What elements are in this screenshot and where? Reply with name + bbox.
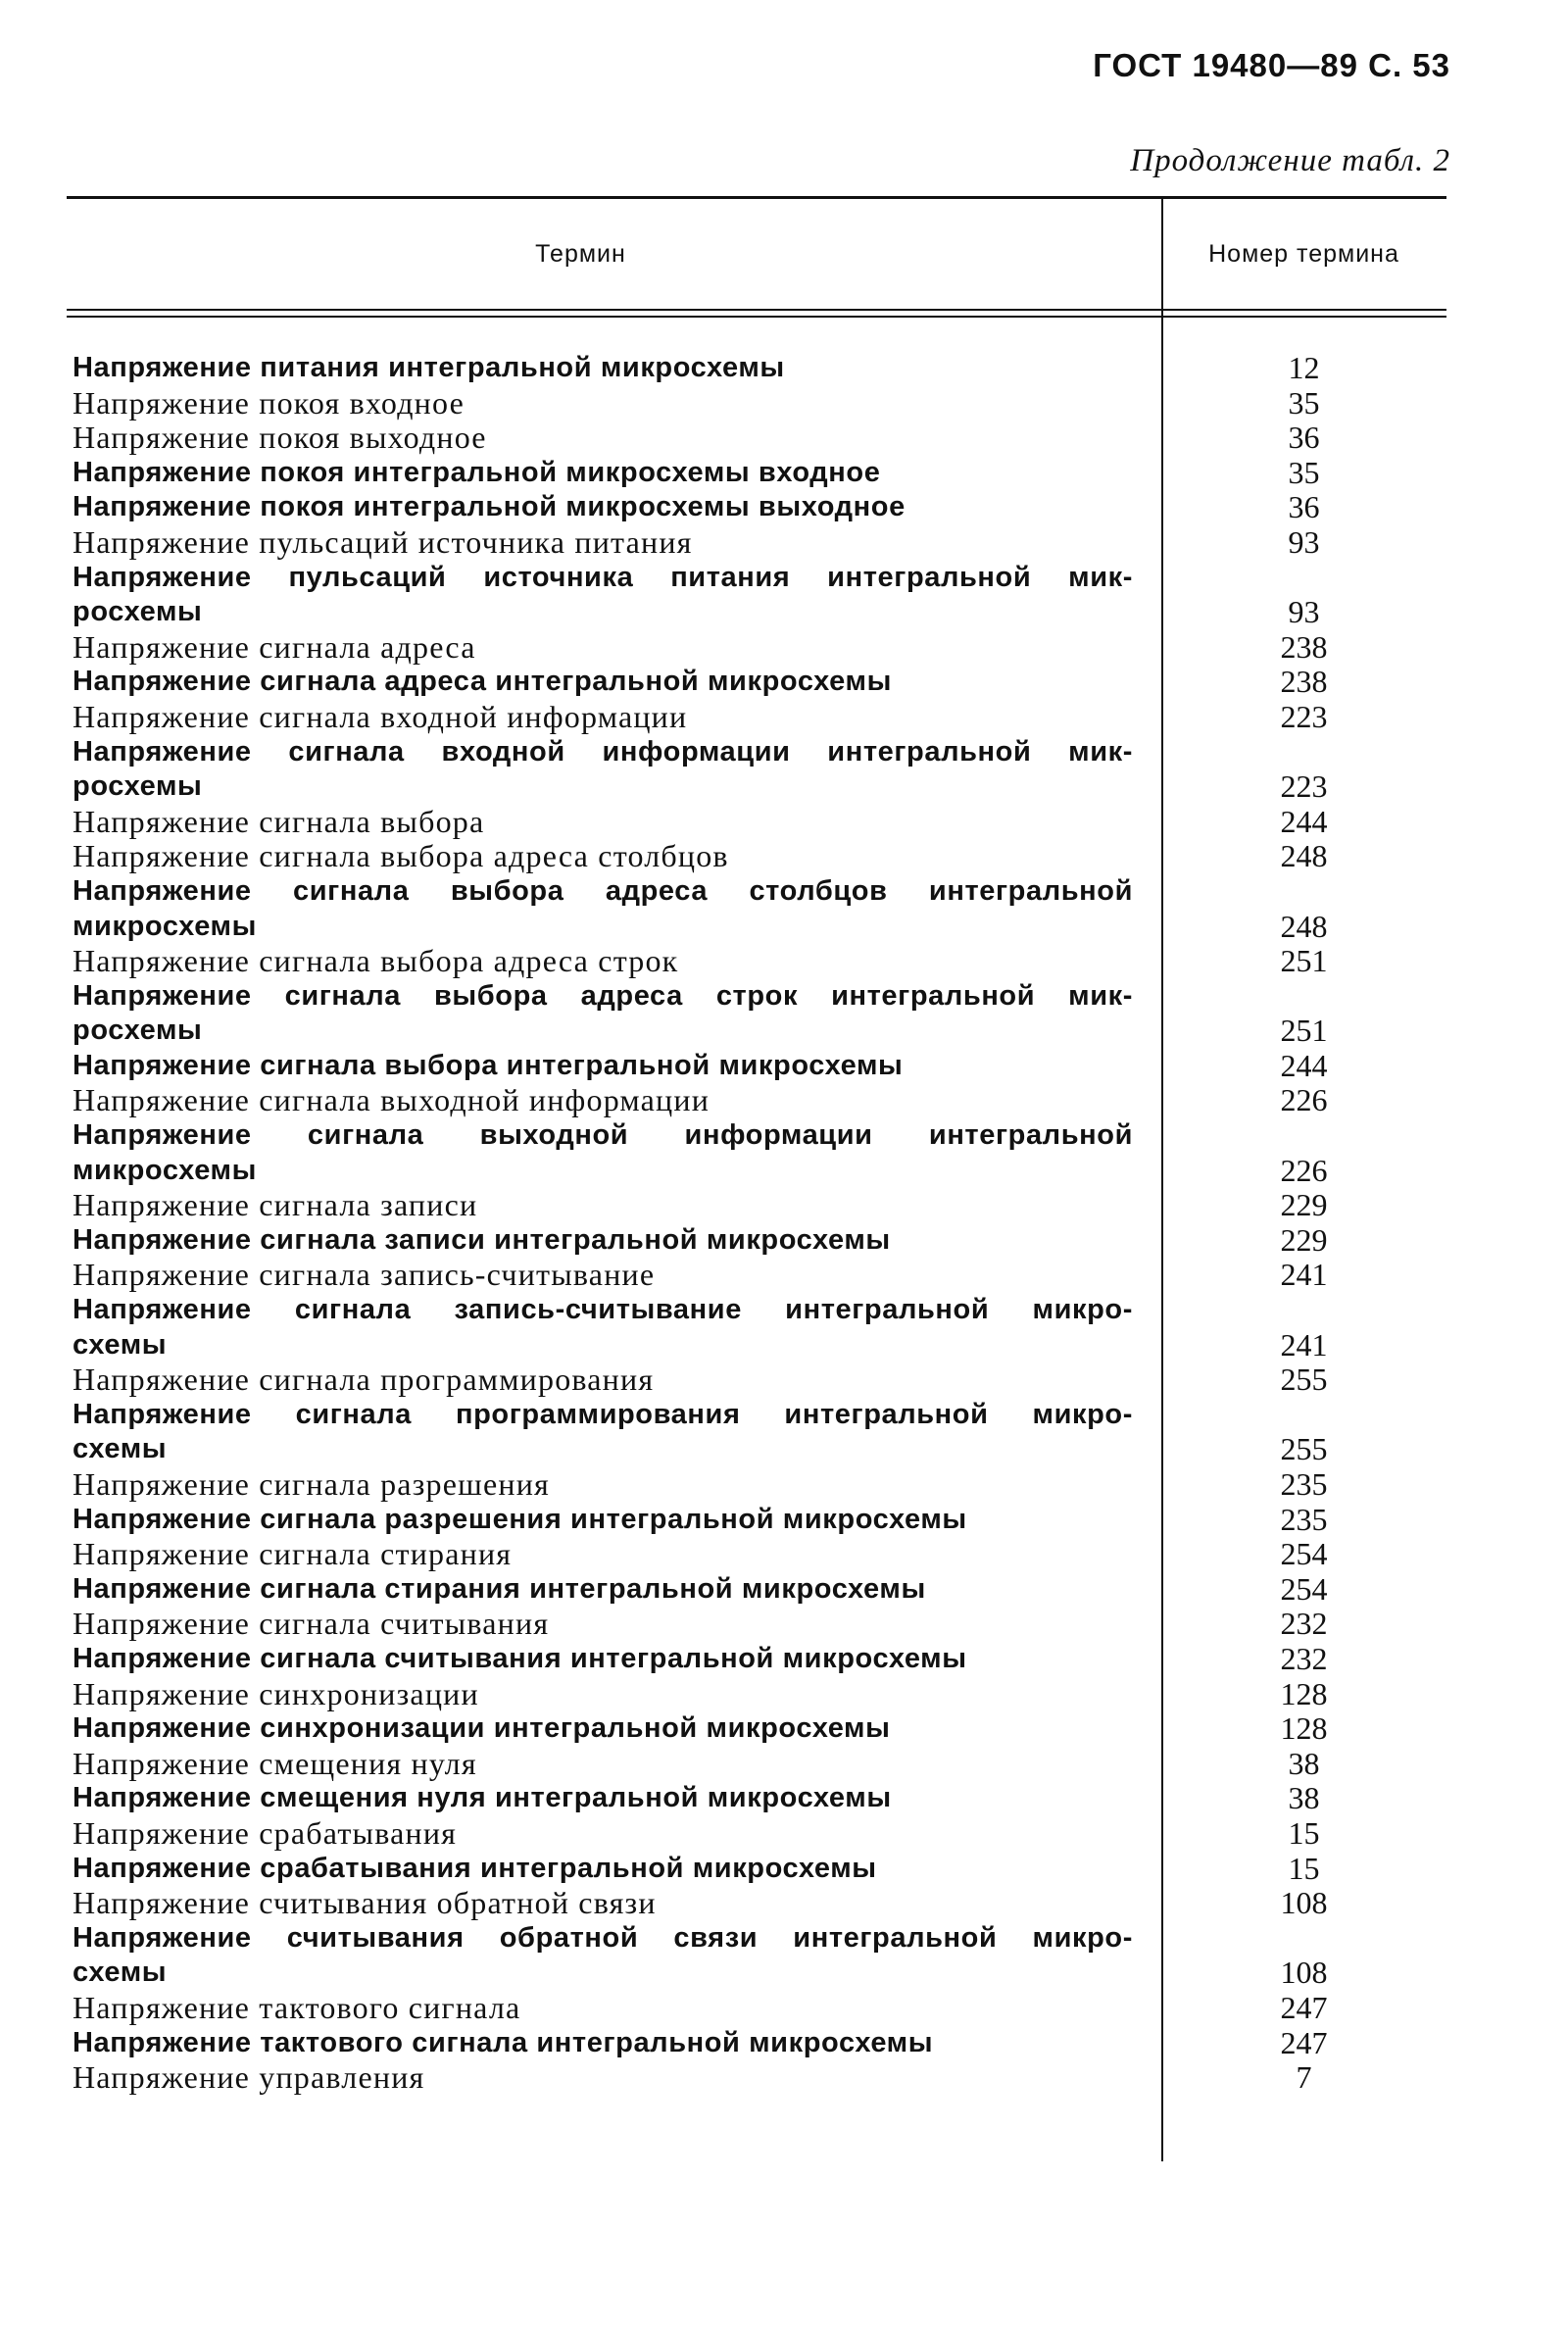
term-text: Напряжение срабатывания [73,1814,458,1851]
term-number: 223 [1280,768,1328,805]
term-number: 248 [1280,838,1328,874]
term-number: 35 [1288,384,1320,421]
term-text: росхемы [73,770,203,803]
term-text: Напряжение сигнала выбора [73,803,485,839]
term-text: росхемы [73,1015,203,1047]
table-row [0,1711,1568,1747]
table-row [0,386,1568,421]
term-text: Напряжение управления [73,2059,425,2096]
table-row [0,1886,1568,1921]
term-number: 251 [1280,1013,1328,1049]
table-row [0,1362,1568,1398]
term-text: Напряжение покоя интегральной микросхемы входное [73,456,881,488]
table-row [0,1607,1568,1642]
term-text: Напряжение сигнала выбора интегральной микросхемы [73,1049,904,1081]
term-number: 128 [1280,1710,1328,1747]
table-row [0,1921,1568,1991]
term-number: 247 [1280,2024,1328,2060]
term-text: росхемы [73,596,203,628]
term-number: 247 [1280,1989,1328,2025]
term-text: Напряжение сигнала разрешения интегральной микросхемы [73,1503,967,1535]
term-text: Напряжение питания интегральной микросхемы [73,352,785,383]
term-number: 226 [1280,1082,1328,1118]
table-row [0,1572,1568,1608]
term-text: Напряжение считывания обратной связи [73,1885,657,1921]
table-row [0,1398,1568,1467]
term-text: Напряжение сигнала входной информации интегральной мик- [73,735,1133,768]
term-number: 241 [1280,1326,1328,1362]
term-number: 35 [1288,454,1320,490]
term-number: 108 [1280,1885,1328,1921]
term-number: 38 [1288,1780,1320,1816]
term-text: Напряжение считывания обратной связи интегральной микро- [73,1921,1133,1954]
table-row [0,1781,1568,1816]
term-text: Напряжение сигнала программирования [73,1362,655,1398]
term-text: Напряжение сигнала запись-считывание интегральной микро- [73,1294,1133,1326]
table-row [0,735,1568,805]
term-number: 15 [1288,1814,1320,1851]
table-row [0,630,1568,666]
term-number: 38 [1288,1745,1320,1781]
term-number: 232 [1280,1640,1328,1676]
term-text: схемы [73,1957,168,1989]
term-number: 36 [1288,489,1320,525]
term-number: 255 [1280,1431,1328,1467]
page-header: ГОСТ 19480—89 С. 53 [1093,47,1450,83]
term-text: микросхемы [73,1154,257,1186]
table-row [0,944,1568,979]
table-row [0,1188,1568,1223]
term-number: 229 [1280,1187,1328,1223]
table-row [0,665,1568,700]
header-double-rule [67,309,1446,318]
table-row [0,1642,1568,1677]
term-number: 235 [1280,1501,1328,1537]
term-text: Напряжение синхронизации интегральной микросхемы [73,1712,891,1745]
term-number: 244 [1280,1047,1328,1083]
table-row [0,1083,1568,1118]
table-row [0,1258,1568,1293]
term-text: схемы [73,1328,168,1361]
term-number: 254 [1280,1570,1328,1607]
term-text: Напряжение сигнала входной информации [73,698,688,734]
term-number: 7 [1296,2059,1312,2096]
term-number: 254 [1280,1536,1328,1572]
table-row [0,1816,1568,1852]
term-number: 251 [1280,943,1328,979]
table-row [0,805,1568,840]
term-number: 232 [1280,1606,1328,1642]
table-row [0,1223,1568,1259]
term-number: 36 [1288,420,1320,456]
column-header-term: Термин [535,240,626,268]
term-text: Напряжение сигнала выбора адреса столбцов интегральной [73,874,1133,907]
term-number: 244 [1280,803,1328,839]
term-number: 12 [1288,350,1320,385]
term-text: Напряжение сигнала записи интегральной микросхемы [73,1223,891,1256]
column-header-number: Номер термина [1208,240,1399,268]
term-number: 248 [1280,908,1328,944]
term-text: Напряжение сигнала считывания интегральной микросхемы [73,1642,967,1674]
term-number: 229 [1280,1221,1328,1258]
term-number: 238 [1280,628,1328,665]
table-row [0,525,1568,561]
table-row [0,839,1568,874]
term-text: Напряжение сигнала адреса [73,628,476,665]
table-row [0,456,1568,491]
table-row [0,1747,1568,1782]
term-text: Напряжение покоя входное [73,384,466,421]
term-text: Напряжение сигнала записи [73,1187,478,1223]
table-continuation-caption: Продолжение табл. 2 [1130,143,1450,178]
term-text: Напряжение смещения нуля [73,1745,477,1781]
term-text: Напряжение сигнала выходной информации интегральной [73,1119,1133,1152]
term-text: Напряжение смещения нуля интегральной микросхемы [73,1782,892,1814]
term-text: Напряжение сигнала стирания интегральной микросхемы [73,1572,926,1605]
table-row [0,979,1568,1049]
term-text: Напряжение покоя выходное [73,420,487,456]
table-row [0,1852,1568,1887]
table-row [0,561,1568,630]
table-row [0,1991,1568,2026]
table-row [0,2060,1568,2096]
table-top-rule [67,196,1446,199]
term-text: Напряжение сигнала считывания [73,1606,550,1642]
table-row [0,874,1568,944]
term-text: Напряжение сигнала стирания [73,1536,513,1572]
term-number: 15 [1288,1850,1320,1886]
term-number: 241 [1280,1257,1328,1293]
table-row [0,351,1568,386]
term-text: Напряжение тактового сигнала [73,1989,521,2025]
term-text: Напряжение покоя интегральной микросхемы выходное [73,491,906,523]
term-text: Напряжение сигнала запись-считывание [73,1257,656,1293]
term-text: Напряжение пульсаций источника питания интегральной мик- [73,561,1133,593]
term-text: Напряжение сигнала программирования интегральной микро- [73,1398,1133,1430]
term-number: 235 [1280,1466,1328,1502]
term-number: 128 [1280,1675,1328,1711]
table-row [0,2026,1568,2061]
table-row [0,1537,1568,1572]
term-text: микросхемы [73,910,257,942]
term-text: Напряжение сигнала выбора адреса строк [73,943,679,979]
term-number: 93 [1288,594,1320,630]
term-text: Напряжение тактового сигнала интегральной микросхемы [73,2026,934,2058]
term-text: Напряжение сигнала адреса интегральной микросхемы [73,666,892,698]
table-row [0,1049,1568,1084]
table-row [0,490,1568,525]
term-text: Напряжение сигнала выбора адреса столбцов [73,838,729,874]
term-number: 223 [1280,698,1328,734]
term-number: 238 [1280,664,1328,700]
term-text: Напряжение сигнала выбора адреса строк интегральной мик- [73,979,1133,1012]
term-number: 93 [1288,523,1320,560]
table-row [0,1503,1568,1538]
table-row [0,1677,1568,1712]
term-text: Напряжение сигнала выходной информации [73,1082,710,1118]
term-text: Напряжение сигнала разрешения [73,1466,550,1502]
term-number: 108 [1280,1955,1328,1991]
table-row [0,421,1568,456]
term-text: схемы [73,1433,168,1465]
table-row [0,1467,1568,1503]
term-number: 226 [1280,1152,1328,1188]
table-row [0,1118,1568,1188]
term-number: 255 [1280,1362,1328,1398]
term-text: Напряжение срабатывания интегральной микросхемы [73,1852,877,1884]
term-index-table [0,351,1568,2096]
table-row [0,700,1568,735]
term-text: Напряжение пульсаций источника питания [73,523,693,560]
term-text: Напряжение синхронизации [73,1675,479,1711]
table-row [0,1293,1568,1362]
